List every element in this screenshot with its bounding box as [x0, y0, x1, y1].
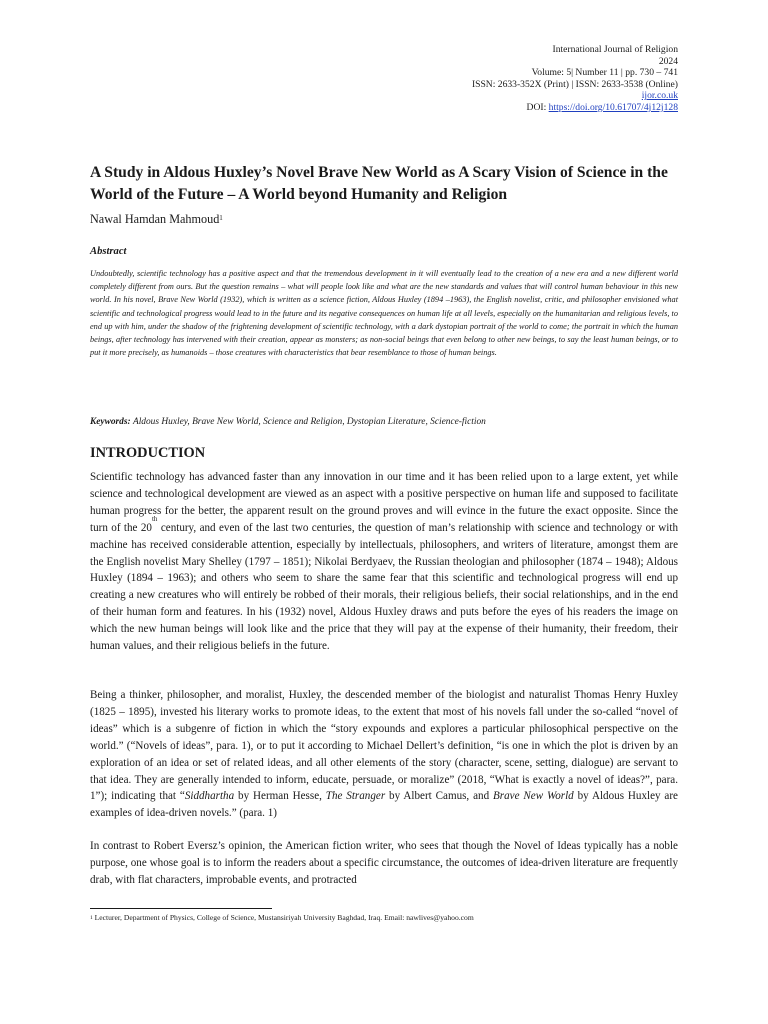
- intro-paragraph-1: Scientific technology has advanced faster than any innovation in our time and it has been relied upon to a large extent, yet while science and technological development are viewed as an aspect with a positive perspective on human life and supposed to facilitate human progress for the better, the apparent result on the ground proves and will evince in the future the exact opposite. Since the turn of the 20th century, and even of the last two centuries, the question of man’s relationship with science and technology or with machine has received considerable attention, especially by intellectuals, philosophers, and writers of literature, amongst them are the English novelist Mary Shelley (1797 – 1851); Nikolai Berdyaev, the Russian theologian and philosopher (1874 – 1948); Aldous Huxley (1894 – 1963); and others who seem to share the same fear that this scientific and technological progress will end up creating a new creatures who will entirely be robbed of their morals, their religious beliefs, their social relationships, and in the end of their human form and features. In his (1932) novel, Aldous Huxley draws and puts before the eyes of his readers the image on which the new human beings will look like and the price that they will pay at the expense of their humanity, their freedom, their human values, and their religious beliefs in the future.: [90, 471, 678, 653]
- journal-site-link[interactable]: ijor.co.uk: [641, 90, 678, 102]
- doi-label: DOI:: [526, 101, 547, 113]
- author-line: [90, 211, 223, 227]
- intro-paragraph-2: Being a thinker, philosopher, and moralist, Huxley, the descended member of the biologist and naturalist Thomas Henry Huxley (1825 – 1895), invested his literary works to promote ideas, to the extent that most of his novels fall under the so-called “novel of ideas” which is a subgenre of fiction in which the “story expounds and explores a particular philosophical perspective on the world.” (“Novels of ideas”, para. 1), or to put it according to Michael Dellert’s definition, “is one in which the plot is driven by an exploration of an idea or set of related ideas, and all other elements of the story (character, scene, setting, dialogue) are servant to that idea. They are generally intended to inform, educate, persuade, or moralize” (2018, “What is exactly a novel of ideas?”, para. 1”); indicating that “Siddhartha by Herman Hesse, The Stranger by Albert Camus, and Brave New World by Aldous Huxley are examples of idea-driven novels.” (para. 1): [90, 689, 678, 820]
- intro-paragraph-3: In contrast to Robert Eversz’s opinion, the American fiction writer, who sees that though the Novel of Ideas typically has a noble purpose, one whose goal is to inform the readers about a specific circumstance, the outcomes of idea-driven literature are frequently drab, with flat characters, improbable events, and protracted: [90, 840, 678, 886]
- journal-year: 2024: [658, 55, 678, 67]
- footnote-divider: [90, 908, 272, 909]
- author-name: Nawal Hamdan Mahmoud: [90, 212, 220, 226]
- doi-link[interactable]: https://doi.org/10.61707/4j12j128: [548, 101, 678, 113]
- article-title: A Study in Aldous Huxley’s Novel Brave New World as A Scary Vision of Science in the World of the Future – A World beyond Humanity and Religion: [90, 164, 668, 203]
- keywords-text: Aldous Huxley, Brave New World, Science and Religion, Dystopian Literature, Science-fiction: [132, 417, 486, 427]
- footnote-mark: 1: [90, 915, 93, 921]
- journal-header: [472, 44, 678, 114]
- footnote-text: Lecturer, Department of Physics, College of Science, Mustansiriyah University Baghdad, Iraq. Email: nawlives@yahoo.com: [92, 913, 474, 922]
- author-footnote-mark: 1: [219, 214, 223, 222]
- article-page: [90, 0, 678, 1024]
- abstract-text: Undoubtedly, scientific technology has a positive aspect and that the tremendous development in it will eventually lead to the creation of a new era and a new different world completely different from ours. But the question remains – what will people look like and what are the new standards and values that will control human behaviour in this new world. In his novel, Brave New World (1932), which is written as a science fiction, Aldous Huxley (1894 –1963), the English novelist, critic, and philosopher envisioned what scientific and technological progress would lead to in the future and its negative consequences on human life at all levels, especially on the humanitarian and religious levels, to end up with him, under the shadow of the frightening development of scientific technology, with a dark dystopian portrait of the world to come; the portrait in which the human beings, after technology has intervened with their creation, appear as monsters; as non-social beings that even belong to other new beings, to say the least human beings, or to put it more precisely, as humanoids – those creatures with characteristics that bear resemblance to those of human beings.: [90, 269, 678, 358]
- issn-info: ISSN: 2633-352X (Print) | ISSN: 2633-3538 (Online): [471, 78, 678, 90]
- journal-name: International Journal of Religion: [552, 44, 678, 55]
- introduction-heading: INTRODUCTION: [90, 445, 206, 461]
- volume-info: Volume: 5| Number 11 | pp. 730 – 741: [531, 67, 678, 79]
- keywords: [90, 415, 678, 429]
- footnote: [90, 913, 474, 923]
- keywords-label: Keywords:: [90, 417, 131, 427]
- abstract-heading: Abstract: [90, 246, 127, 257]
